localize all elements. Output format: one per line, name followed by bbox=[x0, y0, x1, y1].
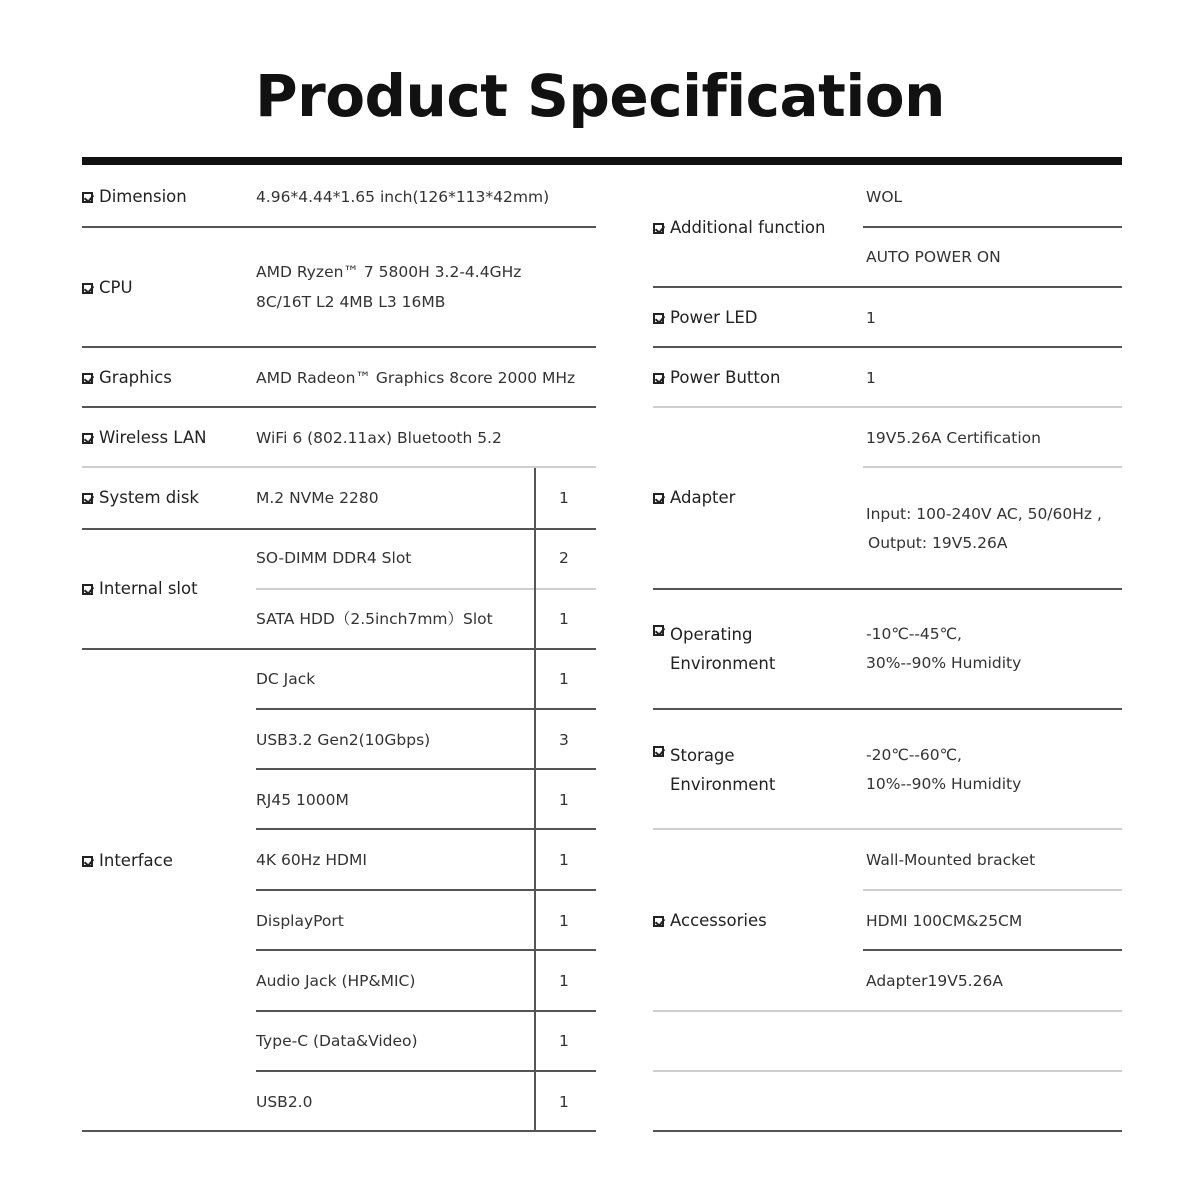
row-divider bbox=[653, 828, 1122, 830]
spec-value-interface-1: USB3.2 Gen2(10Gbps) bbox=[256, 731, 431, 749]
spec-count-interface-2: 1 bbox=[559, 791, 569, 809]
row-divider bbox=[653, 708, 1122, 710]
row-divider bbox=[256, 1070, 596, 1072]
spec-label-system-disk: System disk bbox=[82, 487, 199, 509]
spec-value-storage-temperature: -20℃--60℃, bbox=[866, 746, 962, 764]
spec-value-operating-temperature: -10℃--45℃, bbox=[866, 625, 962, 643]
spec-label-additional-function: Additional function bbox=[653, 217, 825, 239]
spec-count-interface-3: 1 bbox=[559, 851, 569, 869]
spec-value-interface-6: Type-C (Data&Video) bbox=[256, 1032, 418, 1050]
checkbox-icon bbox=[82, 192, 93, 203]
row-divider bbox=[653, 346, 1122, 348]
spec-label-power-led: Power LED bbox=[653, 307, 757, 329]
spec-label-cpu: CPU bbox=[82, 277, 133, 299]
table-bottom-rule bbox=[82, 1130, 596, 1132]
row-divider bbox=[653, 406, 1122, 408]
checkbox-icon bbox=[82, 856, 93, 867]
row-divider bbox=[82, 406, 596, 408]
page-title: Product Specification bbox=[255, 62, 945, 130]
spec-value-power-led: 1 bbox=[866, 309, 876, 327]
row-divider bbox=[653, 1010, 1122, 1012]
spec-count-internal-slot-1: 1 bbox=[559, 610, 569, 628]
row-divider bbox=[82, 528, 596, 530]
spec-value-storage-humidity: 10%--90% Humidity bbox=[866, 775, 1022, 793]
spec-value-accessories-2: Adapter19V5.26A bbox=[866, 972, 1003, 990]
spec-value-cpu-line1: AMD Ryzen™ 7 5800H 3.2-4.4GHz bbox=[256, 263, 522, 281]
row-divider bbox=[82, 346, 596, 348]
spec-count-interface-7: 1 bbox=[559, 1093, 569, 1111]
spec-label-internal-slot: Internal slot bbox=[82, 578, 198, 600]
spec-value-interface-5: Audio Jack (HP&MIC) bbox=[256, 972, 416, 990]
spec-value-power-button: 1 bbox=[866, 369, 876, 387]
spec-value-adapter-output: Output: 19V5.26A bbox=[868, 534, 1008, 552]
checkbox-icon bbox=[653, 916, 664, 927]
checkbox-icon bbox=[653, 746, 664, 757]
row-divider bbox=[256, 828, 596, 830]
spec-count-system-disk: 1 bbox=[559, 489, 569, 507]
spec-value-graphics: AMD Radeon™ Graphics 8core 2000 MHz bbox=[256, 369, 576, 387]
spec-value-accessories-0: Wall-Mounted bracket bbox=[866, 851, 1036, 869]
spec-value-additional-function-1: AUTO POWER ON bbox=[866, 248, 1001, 266]
checkbox-icon bbox=[653, 493, 664, 504]
row-divider bbox=[82, 466, 596, 468]
spec-count-interface-6: 1 bbox=[559, 1032, 569, 1050]
spec-value-adapter-input: Input: 100-240V AC, 50/60Hz , bbox=[866, 505, 1102, 523]
row-divider bbox=[82, 226, 596, 228]
spec-value-internal-slot-0: SO-DIMM DDR4 Slot bbox=[256, 549, 412, 567]
spec-label-operating-environment: Operating Environment bbox=[653, 620, 775, 678]
row-divider bbox=[256, 588, 596, 590]
spec-value-cpu-line2: 8C/16T L2 4MB L3 16MB bbox=[256, 293, 446, 311]
checkbox-icon bbox=[82, 493, 93, 504]
row-divider bbox=[256, 768, 596, 770]
checkbox-icon bbox=[82, 584, 93, 595]
spec-value-interface-0: DC Jack bbox=[256, 670, 316, 688]
spec-value-interface-4: DisplayPort bbox=[256, 912, 344, 930]
spec-value-interface-7: USB2.0 bbox=[256, 1093, 313, 1111]
spec-value-wireless-lan: WiFi 6 (802.11ax) Bluetooth 5.2 bbox=[256, 429, 502, 447]
spec-label-graphics: Graphics bbox=[82, 367, 172, 389]
checkbox-icon bbox=[653, 625, 664, 636]
table-bottom-rule bbox=[653, 1130, 1122, 1132]
row-divider bbox=[863, 226, 1122, 228]
row-divider bbox=[653, 1070, 1122, 1072]
spec-label-dimension: Dimension bbox=[82, 186, 187, 208]
spec-value-interface-2: RJ45 1000M bbox=[256, 791, 349, 809]
spec-value-dimension: 4.96*4.44*1.65 inch(126*113*42mm) bbox=[256, 188, 550, 206]
row-divider bbox=[863, 466, 1122, 468]
spec-count-internal-slot-0: 2 bbox=[559, 549, 569, 567]
spec-value-system-disk: M.2 NVMe 2280 bbox=[256, 489, 379, 507]
spec-value-internal-slot-1: SATA HDD（2.5inch7mm）Slot bbox=[256, 610, 493, 628]
spec-count-interface-4: 1 bbox=[559, 912, 569, 930]
spec-value-accessories-1: HDMI 100CM&25CM bbox=[866, 912, 1023, 930]
spec-value-adapter-certification: 19V5.26A Certification bbox=[866, 429, 1041, 447]
row-divider bbox=[82, 648, 596, 650]
spec-label-adapter: Adapter bbox=[653, 487, 735, 509]
title-divider bbox=[82, 157, 1122, 165]
checkbox-icon bbox=[653, 223, 664, 234]
spec-count-interface-0: 1 bbox=[559, 670, 569, 688]
spec-label-accessories: Accessories bbox=[653, 910, 767, 932]
row-divider bbox=[863, 889, 1122, 891]
spec-value-interface-3: 4K 60Hz HDMI bbox=[256, 851, 367, 869]
spec-count-interface-1: 3 bbox=[559, 731, 569, 749]
row-divider bbox=[256, 949, 596, 951]
checkbox-icon bbox=[82, 373, 93, 384]
row-divider bbox=[256, 889, 596, 891]
checkbox-icon bbox=[82, 433, 93, 444]
spec-count-interface-5: 1 bbox=[559, 972, 569, 990]
spec-label-power-button: Power Button bbox=[653, 367, 780, 389]
spec-label-interface: Interface bbox=[82, 850, 173, 872]
checkbox-icon bbox=[653, 373, 664, 384]
row-divider bbox=[256, 1010, 596, 1012]
checkbox-icon bbox=[82, 283, 93, 294]
spec-label-storage-environment: Storage Environment bbox=[653, 741, 775, 799]
spec-label-wireless-lan: Wireless LAN bbox=[82, 427, 206, 449]
row-divider bbox=[653, 286, 1122, 288]
row-divider bbox=[653, 588, 1122, 590]
spec-value-additional-function-0: WOL bbox=[866, 188, 903, 206]
spec-value-operating-humidity: 30%--90% Humidity bbox=[866, 654, 1022, 672]
row-divider bbox=[256, 708, 596, 710]
count-column-divider bbox=[534, 468, 536, 1132]
checkbox-icon bbox=[653, 313, 664, 324]
row-divider bbox=[863, 949, 1122, 951]
